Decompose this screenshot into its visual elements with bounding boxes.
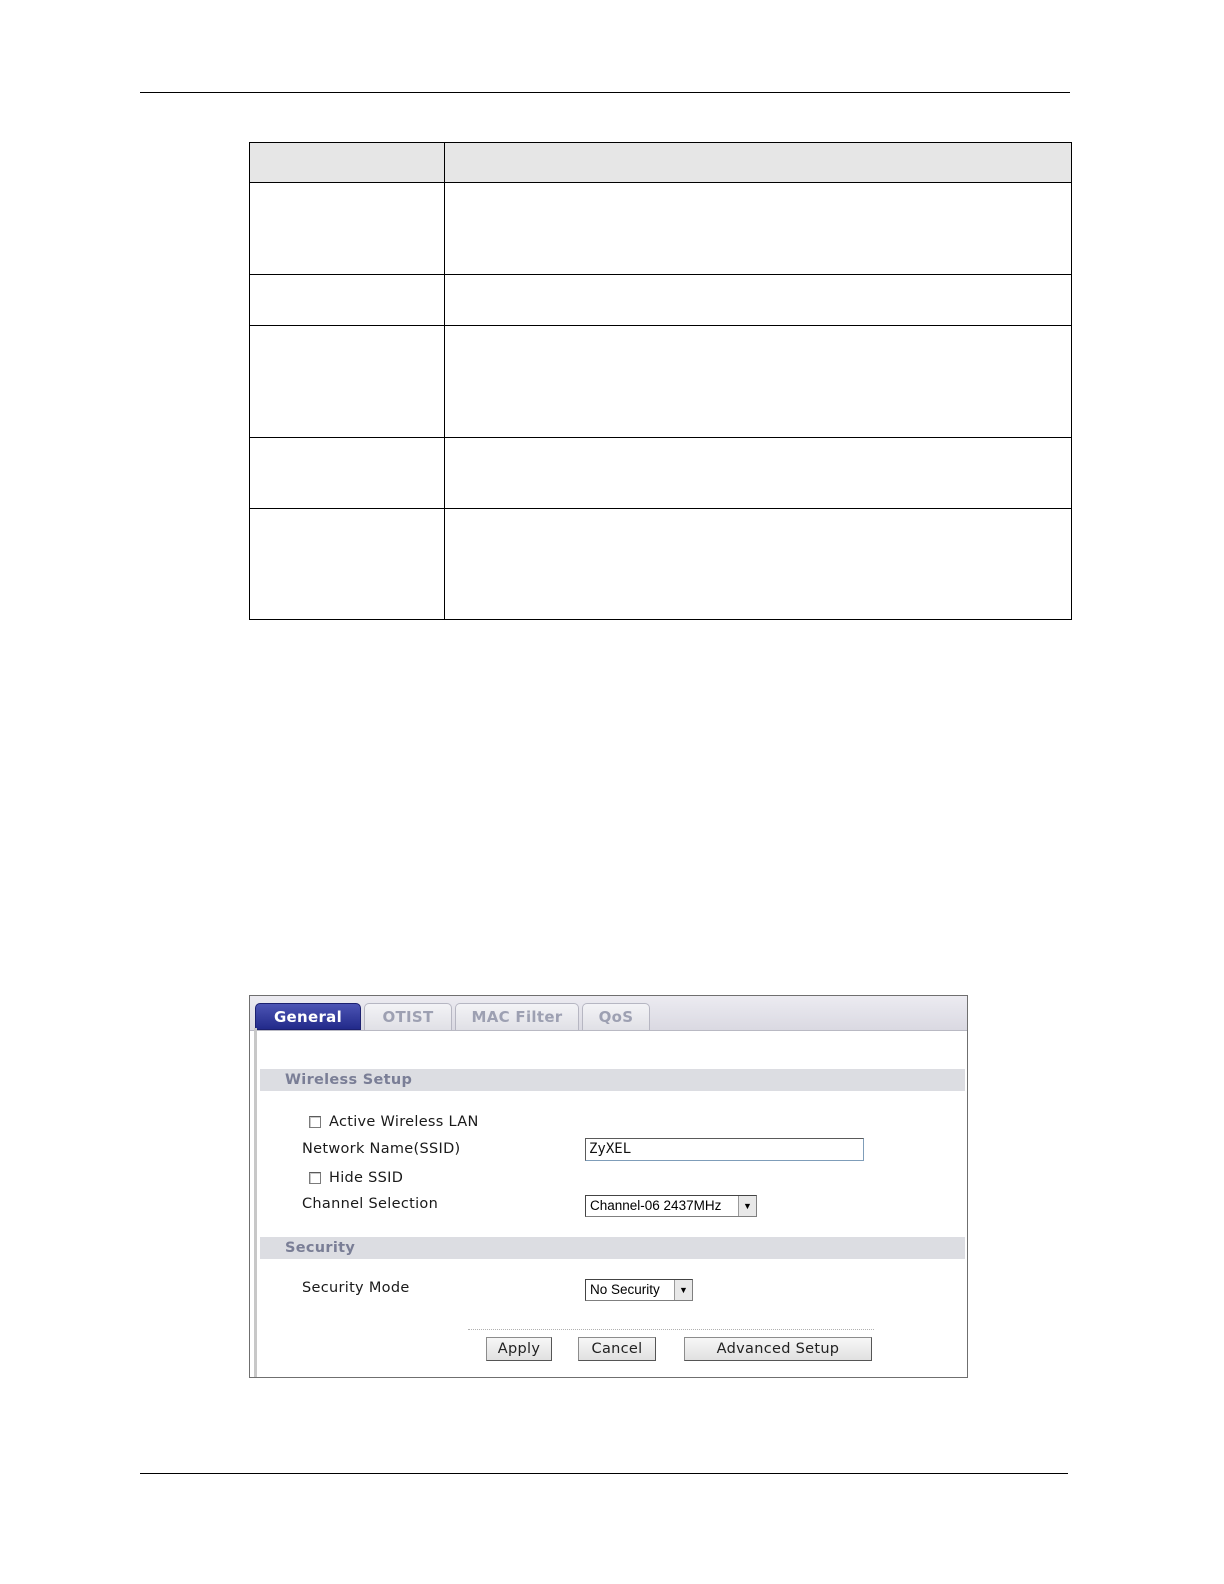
- table-cell: [250, 509, 445, 620]
- table-row: [250, 275, 1072, 326]
- channel-select[interactable]: [585, 1195, 757, 1217]
- active-wireless-lan-label: Active Wireless LAN: [329, 1114, 479, 1130]
- tab-qos[interactable]: QoS: [582, 1003, 650, 1030]
- footer-rule: [140, 1473, 1068, 1474]
- apply-button[interactable]: Apply: [486, 1337, 552, 1361]
- button-divider: [468, 1329, 874, 1330]
- chevron-down-icon[interactable]: ▼: [738, 1196, 756, 1216]
- table-row: [250, 326, 1072, 438]
- table-header-cell: [445, 143, 1072, 183]
- table-cell: [445, 509, 1072, 620]
- hide-ssid-checkbox[interactable]: [309, 1172, 321, 1184]
- table-cell: [250, 438, 445, 509]
- ssid-input[interactable]: ZyXEL: [585, 1138, 864, 1161]
- security-mode-value: No Security: [590, 1282, 660, 1297]
- table-cell: [445, 275, 1072, 326]
- tab-bar: [250, 996, 967, 1031]
- security-mode-select[interactable]: [585, 1279, 693, 1301]
- table-header-row: [250, 143, 1072, 183]
- tab-mac-filter[interactable]: MAC Filter: [455, 1003, 579, 1030]
- panel-left-border: [254, 1028, 257, 1377]
- table-header-cell: [250, 143, 445, 183]
- wireless-setup-header: Wireless Setup: [260, 1069, 965, 1091]
- description-table: [249, 142, 1072, 620]
- table-cell: [250, 275, 445, 326]
- table-cell: [250, 326, 445, 438]
- channel-select-value: Channel-06 2437MHz: [590, 1198, 722, 1213]
- wireless-settings-screenshot: [249, 995, 968, 1378]
- chevron-down-icon[interactable]: ▼: [674, 1280, 692, 1300]
- security-mode-label: Security Mode: [302, 1280, 410, 1296]
- header-rule: [140, 92, 1070, 93]
- channel-selection-label: Channel Selection: [302, 1196, 439, 1212]
- advanced-setup-button[interactable]: Advanced Setup: [684, 1337, 872, 1361]
- table-row: [250, 438, 1072, 509]
- security-header: Security: [260, 1237, 965, 1259]
- table-cell: [445, 183, 1072, 275]
- table-cell: [445, 326, 1072, 438]
- cancel-button[interactable]: Cancel: [578, 1337, 656, 1361]
- table-row: [250, 183, 1072, 275]
- ssid-label: Network Name(SSID): [302, 1141, 461, 1157]
- table-cell: [445, 438, 1072, 509]
- hide-ssid-label: Hide SSID: [329, 1170, 404, 1186]
- tab-otist[interactable]: OTIST: [364, 1003, 452, 1030]
- active-wireless-lan-checkbox[interactable]: [309, 1116, 321, 1128]
- table-cell: [250, 183, 445, 275]
- tab-general[interactable]: General: [255, 1003, 361, 1030]
- table-row: [250, 509, 1072, 620]
